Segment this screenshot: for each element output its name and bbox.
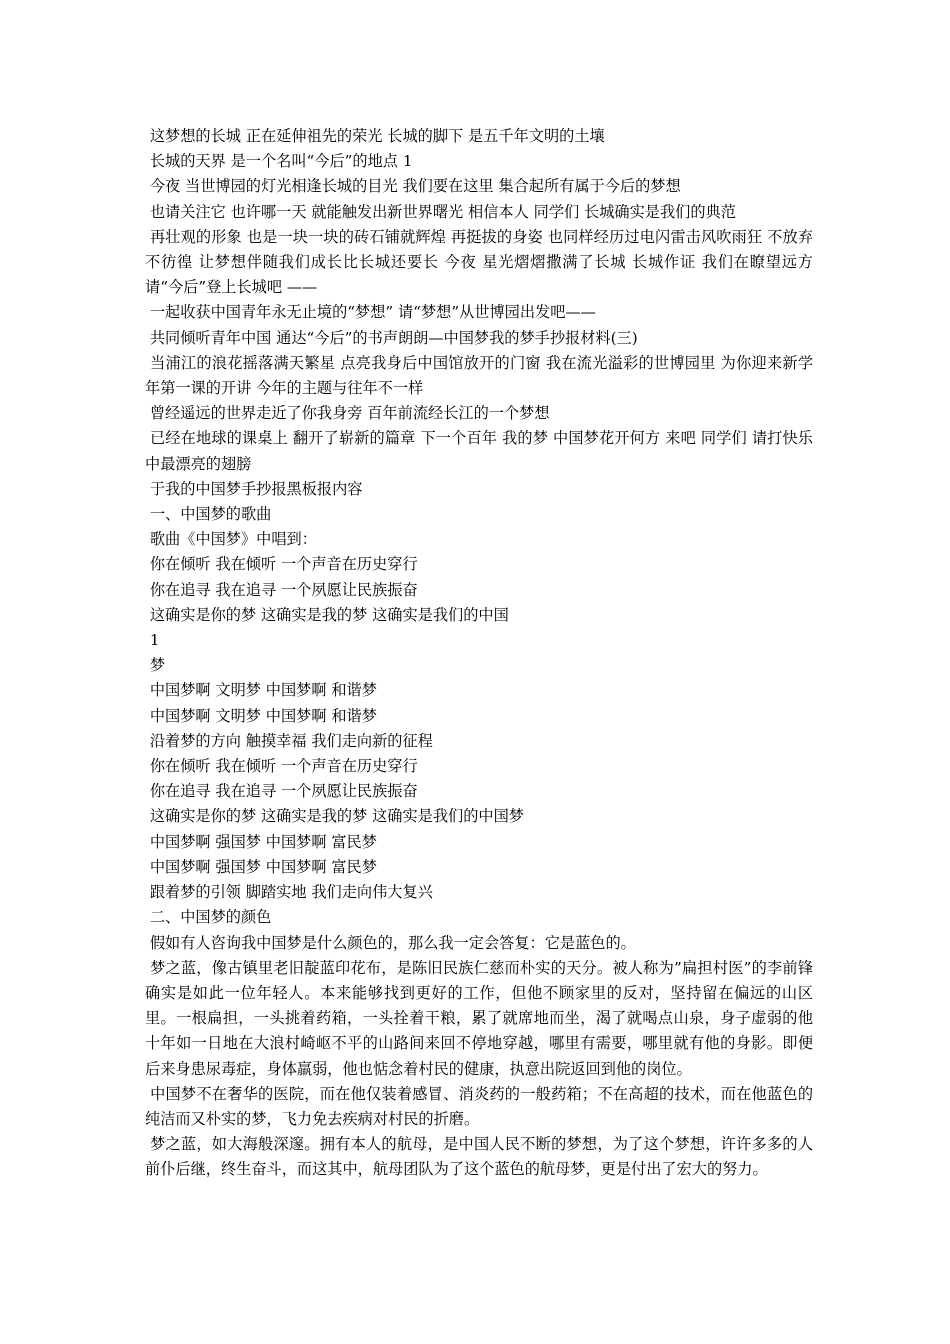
paragraph: 你在追寻 我在追寻 一个夙愿让民族振奋 [145,782,418,801]
paragraph: 你在倾听 我在倾听 一个声音在历史穿行 [145,757,418,776]
paragraph: 跟着梦的引领 脚踏实地 我们走向伟大复兴 [145,883,433,902]
paragraph: 你在倾听 我在倾听 一个声音在历史穿行 [145,555,418,574]
paragraph: 中国梦啊 文明梦 中国梦啊 和谐梦 [145,706,377,725]
paragraph: 假如有人咨询我中国梦是什么颜色的，那么我一定会答复：它是蓝色的。 [145,933,636,952]
paragraph: 共同倾听青年中国 通达“今后”的书声朗朗—中国梦我的梦手抄报材料(三) [145,328,638,347]
paragraph: 也请关注它 也许哪一天 就能触发出新世界曙光 相信本人 同学们 长城确实是我们的典范 [145,202,736,221]
paragraph: 中国梦啊 强国梦 中国梦啊 富民梦 [145,832,377,851]
paragraph: 这确实是你的梦 这确实是我的梦 这确实是我们的中国梦 [145,807,524,826]
paragraph: 今夜 当世博园的灯光相逢长城的目光 我们要在这里 集合起所有属于今后的梦想 [145,177,681,196]
paragraph: 中国梦不在奢华的医院，而在他仅装着感冒、消炎药的一般药箱；不在高超的技术，而在他蓝色的纯洁而又朴实的梦，飞力免去疾病对村民的折磨。 [145,1084,814,1128]
paragraph: 梦之蓝，如大海般深邃。拥有本人的航母，是中国人民不断的梦想，为了这个梦想，许许多多的人前仆后继，终生奋斗，而这其中，航母团队为了这个蓝色的航母梦，更是付出了宏大的努力。 [145,1135,814,1179]
paragraph: 1 [145,631,160,650]
paragraph: 你在追寻 我在追寻 一个夙愿让民族振奋 [145,580,418,599]
document-page [145,124,818,1183]
paragraph: 这梦想的长城 正在延伸祖先的荣光 长城的脚下 是五千年文明的土壤 [145,127,605,145]
paragraph: 曾经遥远的世界走近了你我身旁 百年前流经长江的一个梦想 [145,404,550,423]
paragraph: 梦之蓝，像古镇里老旧靛蓝印花布，是陈旧民族仁慈而朴实的天分。被人称为”扁担村医”的李前锋确实是如此一位年轻人。本来能够找到更好的工作，但他不顾家里的反对，坚持留在偏远的山区里。一根扁担，一头挑着药箱，一头拴着干粮，累了就席地而坐，渴了就喝点山泉，身子虚弱的他十年如一日地在大浪村崎岖不平的山路间来回不停地穿越，哪里有需要，哪里就有他的身影。即便后来身患尿毒症，身体羸弱，他也惦念着村民的健康，执意出院返回到他的岗位。 [145,958,814,1078]
paragraph: 这确实是你的梦 这确实是我的梦 这确实是我们的中国 [145,605,509,624]
paragraph: 梦 [145,656,166,675]
paragraph: 当浦江的浪花摇落满天繁星 点亮我身后中国馆放开的门窗 我在流光溢彩的世博园里 为你迎来新学年第一课的开讲 今年的主题与往年不一样 [145,353,814,398]
paragraph: 歌曲《中国梦》中唱到： [145,530,317,549]
paragraph: 长城的天界 是一个名叫“今后”的地点 1 [145,152,413,171]
paragraph: 沿着梦的方向 触摸幸福 我们走向新的征程 [145,731,433,750]
paragraph: 一、中国梦的歌曲 [145,505,272,524]
paragraph: 中国梦啊 文明梦 中国梦啊 和谐梦 [145,681,377,700]
paragraph: 一起收获中国青年永无止境的“梦想” 请“梦想”从世博园出发吧—— [145,303,596,322]
paragraph: 于我的中国梦手抄报黑板报内容 [145,479,363,498]
paragraph: 再壮观的形象 也是一块一块的砖石铺就辉煌 再挺拔的身姿 也同样经历过电闪雷击风吹雨狂 不放弃不彷徨 让梦想伴随我们成长比长城还要长 今夜 星光熠熠撒满了长城 长城作证 我们在瞭望远方 请“今后”登上长城吧 —— [145,227,818,297]
paragraph: 中国梦啊 强国梦 中国梦啊 富民梦 [145,857,377,876]
paragraph: 二、中国梦的颜色 [145,908,272,927]
paragraph: 已经在地球的课桌上 翻开了崭新的篇章 下一个百年 我的梦 中国梦花开何方 来吧 同学们 请打快乐中最漂亮的翅膀 [145,429,813,473]
